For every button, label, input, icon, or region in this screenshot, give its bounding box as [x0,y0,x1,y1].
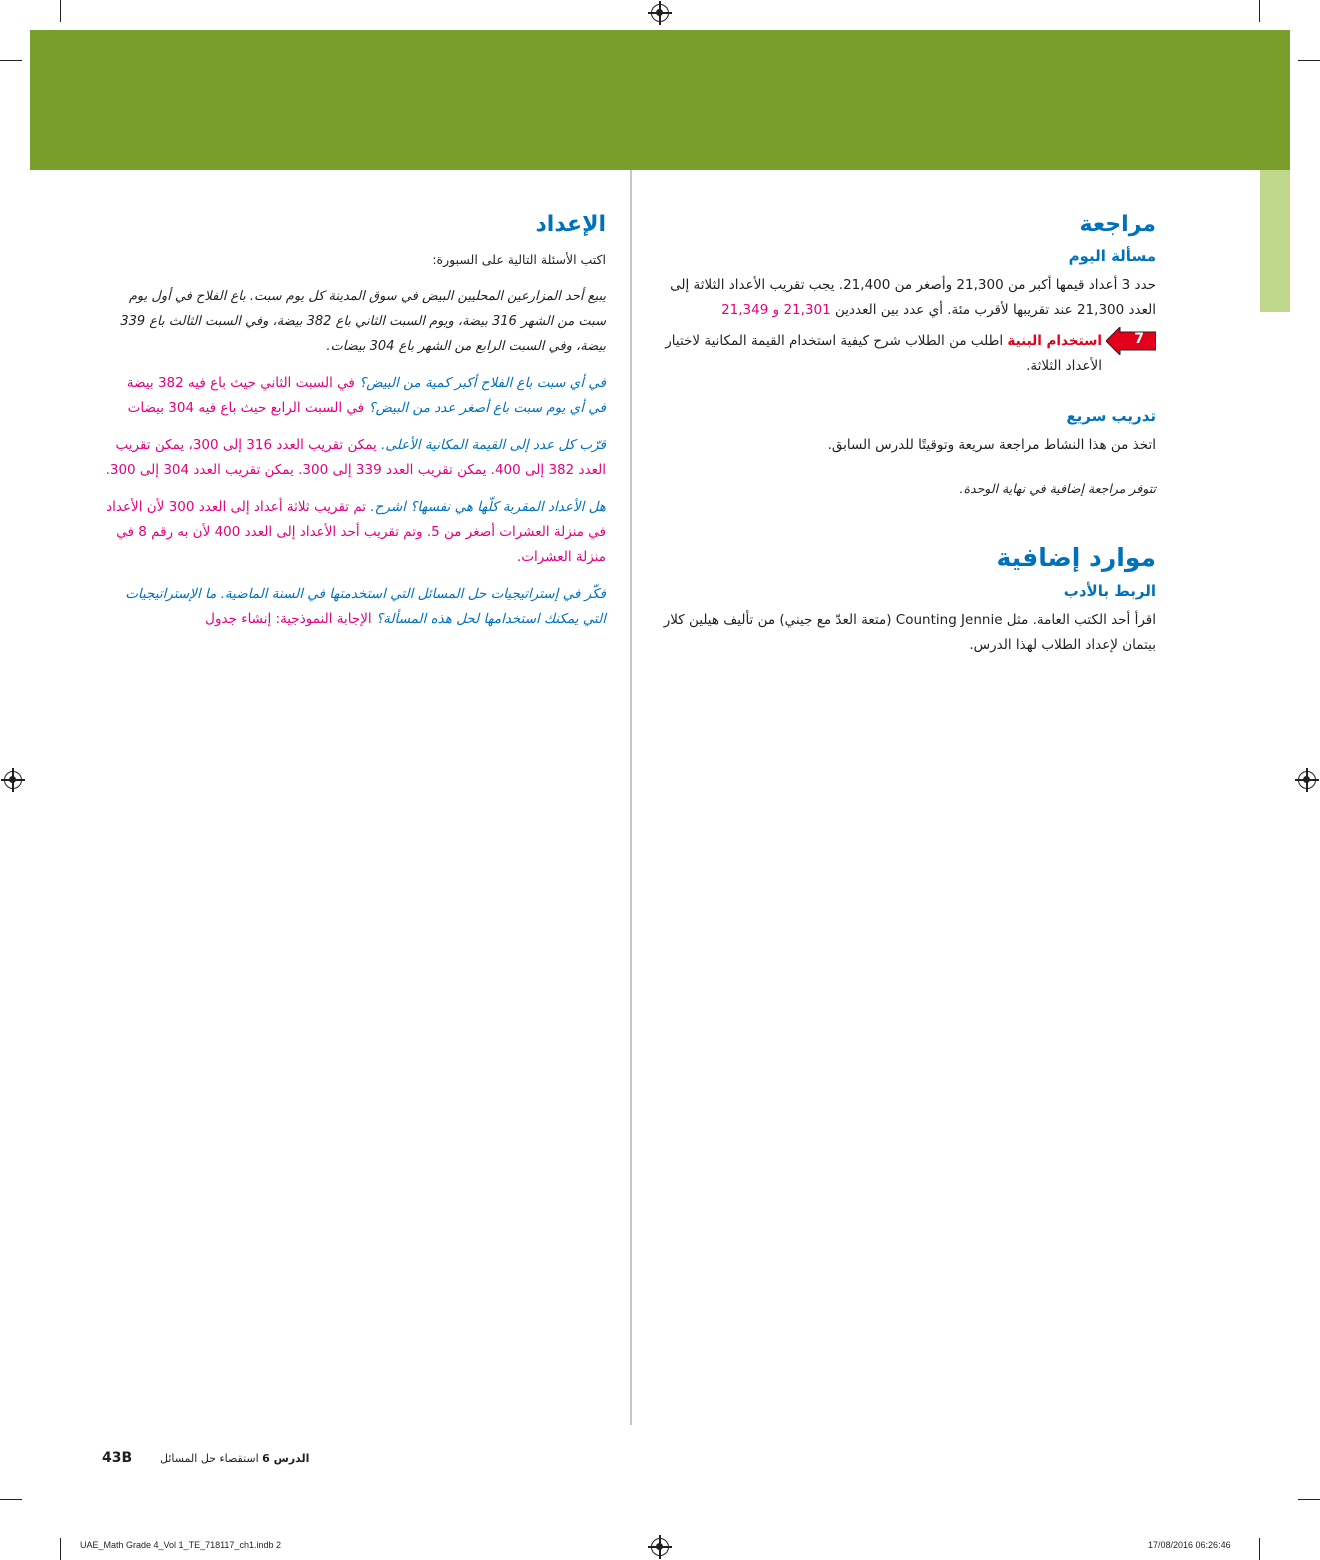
practice-badge: 7 [1106,327,1156,355]
question-5: فكّر في إستراتيجيات حل المسائل التي استخدمتها في السنة الماضية. ما الإستراتيجيات التي يمكنك استخدامها لحل هذه المسألة؟ الإجابة النموذجية: إنشاء جدول [125,586,606,627]
extra-review-note: تتوفر مراجعة إضافية في نهاية الوحدة. [959,481,1156,496]
launch-intro: اكتب الأسئلة التالية على السبورة: [432,252,606,267]
crop-mark [1298,60,1320,61]
crop-mark [1259,0,1260,22]
column-divider [630,170,632,1425]
literature-heading: الربط بالأدب [1063,582,1156,600]
quick-drill-text: اتخذ من هذا النشاط مراجعة سريعة وتوقيتًا للدرس السابق. [827,437,1156,453]
crop-mark [1259,1538,1260,1560]
header-banner [30,30,1290,170]
crop-mark [60,1538,61,1560]
registration-mark-icon [1298,771,1316,789]
registration-mark-icon [651,1538,669,1556]
lesson-footer [160,1452,309,1465]
question-3: قرّب كل عدد إلى القيمة المكانية الأعلى. يمكن تقريب العدد 316 إلى 300، يمكن تقريب العدد 382 إلى 400. يمكن تقريب العدد 339 إلى 300. يمكن تقريب العدد 304 إلى 300. [105,437,606,478]
lesson-label: الدرس 6 [262,1452,310,1465]
question-1: في أي سبت باع الفلاح أكبر كمية من البيض؟ في السبت الثاني حيث باع فيه 382 بيضة [126,375,606,391]
left-column [98,212,606,632]
quick-drill-heading: تدريب سريع [1066,407,1156,425]
registration-mark-icon [4,771,22,789]
warmup-heading: مراجعة [1079,212,1156,237]
literature-text: اقرأ أحد الكتب العامة. مثل Counting Jennie (متعة العدّ مع جيني) من تأليف هيلين كلار بيتمان لإعداد الطلاب لهذا الدرس. [663,612,1156,653]
practice-label: استخدام البنية [1007,333,1102,349]
question-2: في أي يوم سبت باع أصغر عدد من البيض؟ في السبت الرابع حيث باع فيه 304 بيضات [127,400,606,416]
crop-mark [60,0,61,22]
right-column [660,212,1156,658]
registration-mark-icon [651,4,669,22]
print-slug-file: UAE_Math Grade 4_Vol 1_TE_718117_ch1.indb 2 [80,1540,281,1550]
math-practice-note [660,329,1156,379]
page-number: 43B [102,1450,133,1466]
print-slug-date: 17/08/2016 06:26:46 [1148,1540,1231,1550]
crop-mark [1298,1499,1320,1500]
practice-text: اطلب من الطلاب شرح كيفية استخدام القيمة المكانية لاختيار الأعداد الثلاثة. [665,333,1102,374]
question-4: هل الأعداد المقربة كلّها هي نفسها؟ اشرح. تم تقريب ثلاثة أعداد إلى العدد 300 لأن الأعداد في منزلة العشرات أصغر من 5. وتم تقريب أحد الأعداد إلى العدد 400 لأن به رقم 8 في منزلة العشرات. [106,499,606,565]
crop-mark [0,60,22,61]
problem-of-day-heading: مسألة اليوم [1068,247,1156,265]
launch-heading: الإعداد [535,212,606,237]
chapter-side-tab [1260,170,1290,312]
resources-heading: موارد إضافية [996,543,1156,572]
scenario-text: يبيع أحد المزارعين المحليين البيض في سوق المدينة كل يوم سبت. باع الفلاح في أول يوم سبت من الشهر 316 بيضة، ويوم السبت الثاني باع 382 بيضة، وفي السبت الثالث باع 339 بيضة، وفي السبت الرابع من الشهر باع 304 بيضات. [120,289,606,354]
lesson-title: استقصاء حل المسائل [160,1452,259,1465]
crop-mark [0,1499,22,1500]
problem-text: حدد 3 أعداد قيمها أكبر من 21,300 وأصغر من 21,400. يجب تقريب الأعداد الثلاثة إلى العدد 21,300 عند تقريبها لأقرب مئة. أي عدد بين العددين 21,301 و 21,349 [670,277,1156,318]
problem-answer: 21,301 و 21,349 [721,302,831,318]
arrow-badge-icon [1106,327,1156,355]
